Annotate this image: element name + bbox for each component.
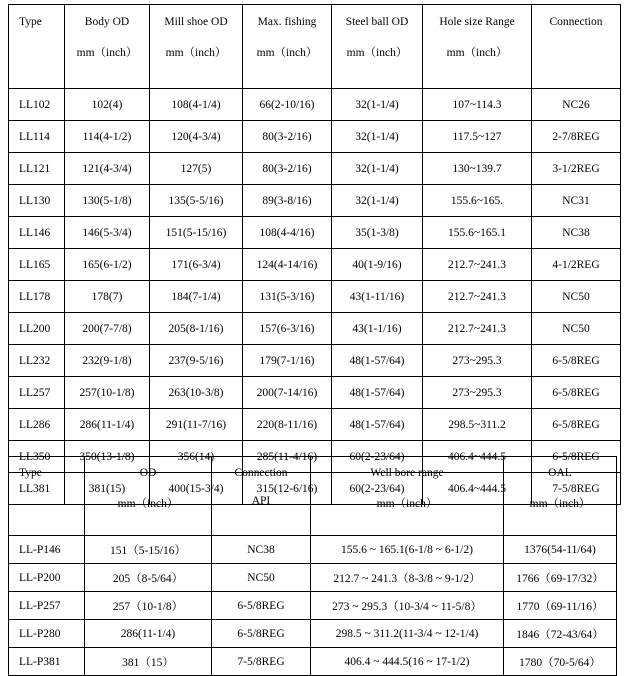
value-cell: 179(7-1/16) (243, 345, 332, 377)
value-cell: 406.4~444.5 (423, 441, 532, 473)
type-cell: LL350 (9, 441, 65, 473)
type-cell: LL130 (9, 185, 65, 217)
column-header (9, 457, 85, 536)
value-cell: 400(15-3/4) (150, 473, 243, 505)
value-cell: 80(3-2/16) (243, 153, 332, 185)
header-row (9, 457, 617, 536)
value-cell: 205（8-5/64） (85, 564, 212, 592)
type-cell: LL102 (9, 89, 65, 121)
value-cell: 60(2-23/64) (332, 473, 423, 505)
column-header (504, 457, 617, 536)
type-cell: LL-P200 (9, 564, 85, 592)
value-cell: 151（5-15/16） (85, 536, 212, 564)
header-unit: mm（inch） (256, 47, 318, 59)
value-cell: 66(2-10/16) (243, 89, 332, 121)
value-cell: 32(1-1/4) (332, 185, 423, 217)
value-cell: 171(6-3/4) (150, 249, 243, 281)
value-cell: 406.4~444.5 (423, 473, 532, 505)
value-cell: 1780（70-5/64） (504, 648, 617, 676)
column-header (150, 5, 243, 89)
value-cell: NC26 (532, 89, 621, 121)
value-cell: 3-1/2REG (532, 153, 621, 185)
table-row (9, 153, 621, 185)
header-label: Type (19, 16, 42, 28)
value-cell: 131(5-3/16) (243, 281, 332, 313)
value-cell: 298.5~311.2 (423, 409, 532, 441)
value-cell: 212.7~241.3 (423, 313, 532, 345)
table-row (9, 313, 621, 345)
value-cell: 48(1-57/64) (332, 377, 423, 409)
value-cell: 7-5/8REG (532, 473, 621, 505)
value-cell: 257(10-1/8) (65, 377, 150, 409)
value-cell: 1766（69-17/32） (504, 564, 617, 592)
value-cell: NC50 (532, 313, 621, 345)
pdc-specs-table (8, 456, 617, 676)
header-unit: mm（inch） (376, 498, 438, 510)
value-cell: 212.7~241.3 (423, 281, 532, 313)
value-cell: 107~114.3 (423, 89, 532, 121)
table-row (9, 564, 617, 592)
value-cell: 6-5/8REG (212, 592, 311, 620)
column-header (423, 5, 532, 89)
type-cell: LL-P146 (9, 536, 85, 564)
header-label: Well bore range (370, 467, 444, 479)
value-cell: 155.6~165. (423, 185, 532, 217)
value-cell: 286(11-1/4) (85, 620, 212, 648)
value-cell: 117.5~127 (423, 121, 532, 153)
value-cell: 273~295.3 (423, 377, 532, 409)
value-cell: 89(3-8/16) (243, 185, 332, 217)
type-cell: LL257 (9, 377, 65, 409)
value-cell: 6-5/8REG (532, 377, 621, 409)
value-cell: 157(6-3/16) (243, 313, 332, 345)
value-cell: NC50 (212, 564, 311, 592)
value-cell: 155.6 ~ 165.1(6-1/8 ~ 6-1/2) (311, 536, 504, 564)
table-row (9, 281, 621, 313)
type-cell: LL114 (9, 121, 65, 153)
column-header (212, 457, 311, 536)
value-cell: 32(1-1/4) (332, 121, 423, 153)
header-label: Mill shoe OD (164, 16, 228, 28)
header-unit: mm（inch） (76, 47, 138, 59)
value-cell: 35(1-3/8) (332, 217, 423, 249)
header-unit: mm（inch） (165, 47, 227, 59)
value-cell: 130~139.7 (423, 153, 532, 185)
value-cell: 237(9-5/16) (150, 345, 243, 377)
header-label: Max. fishing (257, 16, 317, 28)
value-cell: 40(1-9/16) (332, 249, 423, 281)
value-cell: NC38 (212, 536, 311, 564)
header-label: Type (19, 467, 42, 479)
value-cell: 1376(54-11/64) (504, 536, 617, 564)
header-label: OAL (548, 467, 572, 479)
value-cell: 232(9-1/8) (65, 345, 150, 377)
value-cell: 6-5/8REG (532, 441, 621, 473)
table-row (9, 185, 621, 217)
value-cell: 135(5-5/16) (150, 185, 243, 217)
header-unit: mm（inch） (529, 498, 591, 510)
type-cell: LL121 (9, 153, 65, 185)
column-header (243, 5, 332, 89)
column-header (85, 457, 212, 536)
value-cell: 1846（72-43/64） (504, 620, 617, 648)
value-cell: 43(1-1/16) (332, 313, 423, 345)
value-cell: 356(14) (150, 441, 243, 473)
value-cell: 155.6~165.1 (423, 217, 532, 249)
table-row (9, 648, 617, 676)
table-row (9, 249, 621, 281)
value-cell: 2-7/8REG (532, 121, 621, 153)
table-row (9, 89, 621, 121)
header-unit: mm（inch） (346, 47, 408, 59)
value-cell: 108(4-1/4) (150, 89, 243, 121)
value-cell: 127(5) (150, 153, 243, 185)
value-cell: 205(8-1/16) (150, 313, 243, 345)
value-cell: 298.5 ~ 311.2(11-3/4 ~ 12-1/4) (311, 620, 504, 648)
table-row (9, 409, 621, 441)
value-cell: 257（10-1/8） (85, 592, 212, 620)
value-cell: 184(7-1/4) (150, 281, 243, 313)
value-cell: 286(11-1/4) (65, 409, 150, 441)
value-cell: 6-5/8REG (532, 409, 621, 441)
value-cell: 6-5/8REG (532, 345, 621, 377)
value-cell: 108(4-4/16) (243, 217, 332, 249)
value-cell: 273~295.3 (423, 345, 532, 377)
value-cell: 212.7 ~ 241.3（8-3/8 ~ 9-1/2） (311, 564, 504, 592)
type-cell: LL165 (9, 249, 65, 281)
table-row (9, 217, 621, 249)
table-row (9, 121, 621, 153)
value-cell: 151(5-15/16) (150, 217, 243, 249)
value-cell: NC50 (532, 281, 621, 313)
header-unit: mm（inch） (117, 498, 179, 510)
header-label: Steel ball OD (345, 16, 409, 28)
value-cell: 102(4) (65, 89, 150, 121)
column-header (332, 5, 423, 89)
column-header (65, 5, 150, 89)
type-cell: LL381 (9, 473, 65, 505)
column-header (311, 457, 504, 536)
value-cell: 7-5/8REG (212, 648, 311, 676)
value-cell: 6-5/8REG (212, 620, 311, 648)
value-cell: 212.7~241.3 (423, 249, 532, 281)
table-row (9, 592, 617, 620)
column-header (9, 5, 65, 89)
value-cell: 381(15) (65, 473, 150, 505)
value-cell: 60(2-23/64) (332, 441, 423, 473)
value-cell: 32(1-1/4) (332, 89, 423, 121)
table-row (9, 620, 617, 648)
type-cell: LL200 (9, 313, 65, 345)
value-cell: 291(11-7/16) (150, 409, 243, 441)
column-header (532, 5, 621, 89)
type-cell: LL232 (9, 345, 65, 377)
header-label: OD (139, 467, 157, 479)
value-cell: 114(4-1/2) (65, 121, 150, 153)
value-cell: NC31 (532, 185, 621, 217)
value-cell: 178(7) (65, 281, 150, 313)
type-cell: LL178 (9, 281, 65, 313)
type-cell: LL146 (9, 217, 65, 249)
header-row (9, 5, 621, 89)
header-label: Hole size Range (439, 16, 515, 28)
value-cell: 80(3-2/16) (243, 121, 332, 153)
header-unit: mm（inch） (446, 47, 508, 59)
value-cell: 315(12-6/16) (243, 473, 332, 505)
value-cell: 381（15） (85, 648, 212, 676)
value-cell: 1770（69-11/16） (504, 592, 617, 620)
header-label: Connection (234, 467, 288, 479)
value-cell: 200(7-14/16) (243, 377, 332, 409)
type-cell: LL-P257 (9, 592, 85, 620)
header-unit: API (251, 495, 271, 507)
value-cell: 43(1-11/16) (332, 281, 423, 313)
value-cell: 124(4-14/16) (243, 249, 332, 281)
value-cell: 120(4-3/4) (150, 121, 243, 153)
value-cell: 263(10-3/8) (150, 377, 243, 409)
value-cell: 165(6-1/2) (65, 249, 150, 281)
value-cell: 406.4 ~ 444.5(16 ~ 17-1/2) (311, 648, 504, 676)
table-row (9, 536, 617, 564)
type-cell: LL-P280 (9, 620, 85, 648)
value-cell: 200(7-7/8) (65, 313, 150, 345)
value-cell: 285(11-4/16) (243, 441, 332, 473)
type-cell: LL-P381 (9, 648, 85, 676)
type-cell: LL286 (9, 409, 65, 441)
specs-table (8, 4, 621, 505)
value-cell: 130(5-1/8) (65, 185, 150, 217)
value-cell: 48(1-57/64) (332, 409, 423, 441)
value-cell: 273 ~ 295.3（10-3/4 ~ 11-5/8） (311, 592, 504, 620)
value-cell: 146(5-3/4) (65, 217, 150, 249)
header-label: Body OD (84, 16, 130, 28)
value-cell: 121(4-3/4) (65, 153, 150, 185)
value-cell: 4-1/2REG (532, 249, 621, 281)
header-label: Connection (549, 16, 603, 28)
table-row (9, 377, 621, 409)
value-cell: 48(1-57/64) (332, 345, 423, 377)
value-cell: 350(13-1/8) (65, 441, 150, 473)
table-row (9, 345, 621, 377)
value-cell: 220(8-11/16) (243, 409, 332, 441)
value-cell: 32(1-1/4) (332, 153, 423, 185)
value-cell: NC38 (532, 217, 621, 249)
